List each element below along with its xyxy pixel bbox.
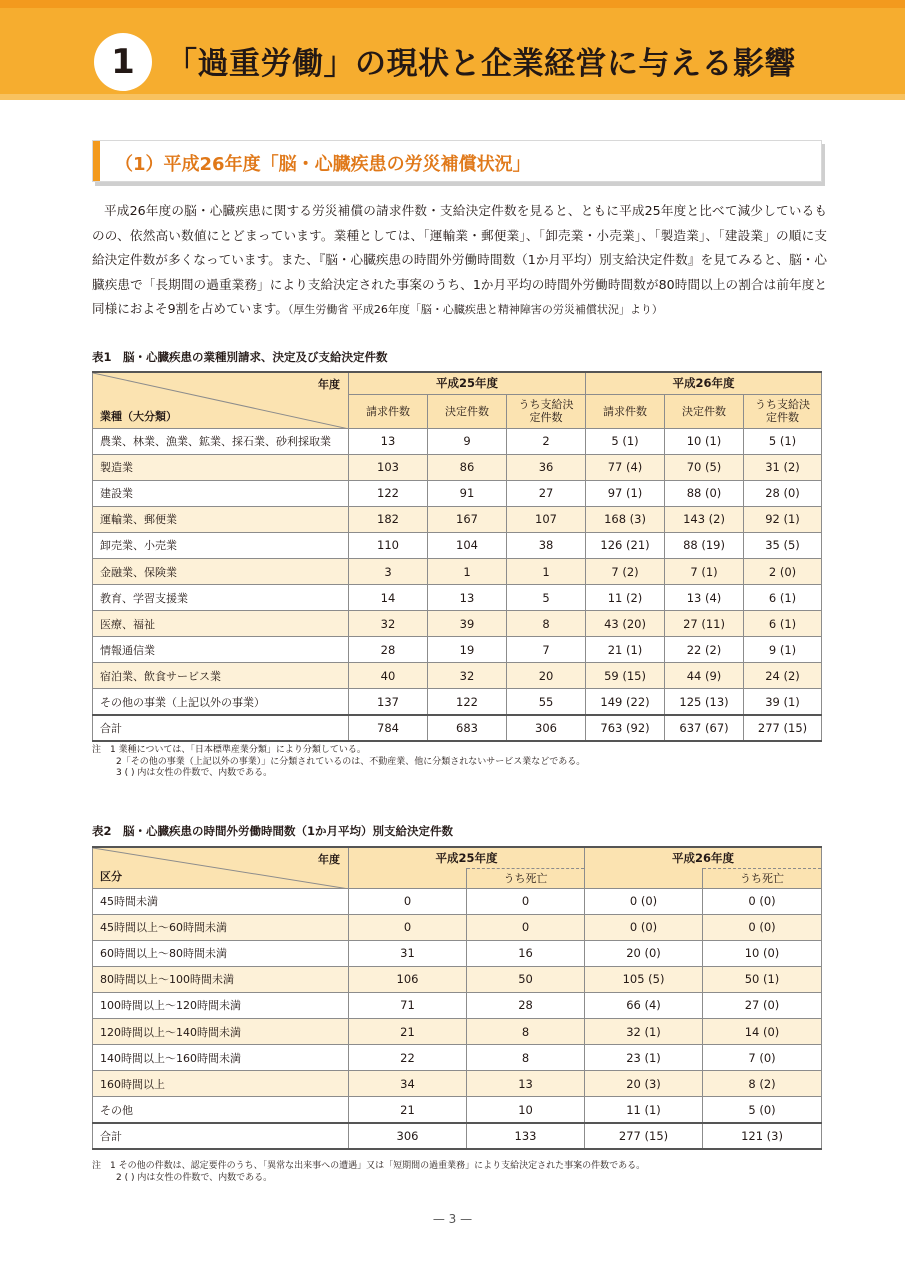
table1-col-claims-h25: 請求件数 [349,394,428,428]
table1-cell: 784 [349,715,428,741]
table1-cell: 91 [428,480,507,506]
table1-cell: 77 (4) [586,454,665,480]
table1-cell: 19 [428,637,507,663]
table2-cell: 0 [349,888,467,914]
table1-cell: 55 [507,689,586,715]
table1-cell: 14 [349,585,428,611]
table2-cell: 8 [467,1045,585,1071]
table2-year-h25: 平成25年度 [349,847,585,868]
table2-cell: 22 [349,1045,467,1071]
table1-cell: 38 [507,532,586,558]
table1-cell: 122 [428,689,507,715]
table2-corner-year: 年度 [318,853,340,866]
table1-cell: 92 (1) [744,506,822,532]
table1-cell: 27 [507,480,586,506]
table2-row [93,1045,822,1071]
table1-row [93,689,822,715]
table2-row [93,1018,822,1044]
table1-row [93,532,822,558]
table2-row-label: 合計 [93,1123,349,1149]
table1-cell: 31 (2) [744,454,822,480]
table1-row [93,428,822,454]
table1-row-label: 建設業 [93,480,349,506]
table2-row [93,1123,822,1149]
table2-cell: 34 [349,1071,467,1097]
table1-cell: 3 [349,558,428,584]
table1-row-label: 製造業 [93,454,349,480]
table2-corner [93,847,349,888]
table2-row [93,940,822,966]
table1-cell: 13 (4) [665,585,744,611]
table1-col-claims-h26: 請求件数 [586,394,665,428]
table1-cell: 763 (92) [586,715,665,741]
table1-cell: 70 (5) [665,454,744,480]
table2-cell: 0 (0) [703,914,822,940]
intro-text: 平成26年度の脳・心臓疾患に関する労災補償の請求件数・支給決定件数を見ると、ともに平成25年度と比べて減少しているものの、依然高い数値にとどまっています。業種としては、「運輸業・郵便業」、「卸売業・小売業」、「製造業」、「建設業」の順に支給決定件数が多くなっています。また、『脳・心臓疾患の時間外労働時間数（1か月平均）別支給決定件数』を見てみると、脳・心臓疾患で「長期間の過重業務」により支給決定された事案のうち、1か月平均の時間外労働時間数が80時間以上の割合は前年度と同様におよそ9割を占めています。 [92,203,827,316]
table1-row [93,585,822,611]
table1-cell: 5 (1) [586,428,665,454]
table2-cell: 10 [467,1097,585,1123]
table2-cell: 5 (0) [703,1097,822,1123]
table2-corner-category: 区分 [100,869,122,883]
table1-row [93,506,822,532]
table1-cell: 6 (1) [744,585,822,611]
table1-row-label: 教育、学習支援業 [93,585,349,611]
table2-cell: 306 [349,1123,467,1149]
table2-col-blank-h25 [349,868,467,888]
table2-note-1: 注 1 その他の件数は、認定要件のうち、「異常な出来事への遭遇」又は「短期間の過重業務」により支給決定された事案の件数である。 [92,1161,646,1171]
table1-cell: 13 [349,428,428,454]
table1-row-label: 卸売業、小売業 [93,532,349,558]
table2-cell: 0 [467,914,585,940]
table1-col-paid-h26: うち支給決定件数 [744,394,822,428]
table2-cell: 0 (0) [703,888,822,914]
table1-cell: 107 [507,506,586,532]
table1-row [93,611,822,637]
table2-cell: 21 [349,1097,467,1123]
table1-cell: 8 [507,611,586,637]
table1-cell: 277 (15) [744,715,822,741]
table1-cell: 137 [349,689,428,715]
table1-cell: 32 [428,663,507,689]
table2-cell: 20 (0) [585,940,703,966]
chapter-number: 1 [94,33,152,91]
table2-caption: 表2 脳・心臓疾患の時間外労働時間数（1か月平均）別支給決定件数 [92,824,453,838]
table1-cell: 20 [507,663,586,689]
table1-cell: 1 [507,558,586,584]
page-number: — 3 — [432,1212,473,1226]
table1-cell: 36 [507,454,586,480]
intro-paragraph [92,199,827,323]
intro-source: （厚生労働省 平成26年度「脳・心臓疾患と精神障害の労災補償状況」より） [287,303,663,316]
table1-cell: 27 (11) [665,611,744,637]
table1-cell: 7 [507,637,586,663]
table1-row [93,454,822,480]
table2-row [93,1071,822,1097]
table1-year-h26: 平成26年度 [586,372,822,394]
table1-row [93,480,822,506]
table1-row [93,715,822,741]
table2-cell: 14 (0) [703,1018,822,1044]
table1-corner [93,372,349,428]
table1-cell: 104 [428,532,507,558]
table2-row [93,914,822,940]
table1-cell: 39 (1) [744,689,822,715]
table2-cell: 105 (5) [585,966,703,992]
table2-col-death-h26: うち死亡 [703,868,822,888]
table2-col-blank-h26 [585,868,703,888]
table1-cell: 2 (0) [744,558,822,584]
table1-cell: 103 [349,454,428,480]
table2-cell: 23 (1) [585,1045,703,1071]
table2-cell: 20 (3) [585,1071,703,1097]
table2-row-label: 140時間以上～160時間未満 [93,1045,349,1071]
table2-row-label: 100時間以上～120時間未満 [93,992,349,1018]
table1-cell: 5 [507,585,586,611]
table2-cell: 0 [467,888,585,914]
table2-row [93,992,822,1018]
section-accent-bar [93,141,100,181]
table2-col-death-h25: うち死亡 [467,868,585,888]
table1-row-label: 宿泊業、飲食サービス業 [93,663,349,689]
table1-cell: 6 (1) [744,611,822,637]
table1-cell: 637 (67) [665,715,744,741]
table1-row [93,663,822,689]
table1-row [93,637,822,663]
table2 [92,846,822,1150]
table1-corner-year: 年度 [318,378,340,391]
table2-cell: 0 [349,914,467,940]
table1-cell: 9 [428,428,507,454]
table1-cell: 7 (2) [586,558,665,584]
table1-cell: 7 (1) [665,558,744,584]
table1-row-label: 運輸業、郵便業 [93,506,349,532]
table2-cell: 7 (0) [703,1045,822,1071]
table2-row-label: その他 [93,1097,349,1123]
table1-row [93,558,822,584]
table1-cell: 39 [428,611,507,637]
table1-cell: 24 (2) [744,663,822,689]
chapter-title: 「過重労働」の現状と企業経営に与える影響 [166,46,796,82]
table1-cell: 28 (0) [744,480,822,506]
table1-cell: 5 (1) [744,428,822,454]
table1-cell: 21 (1) [586,637,665,663]
table1-cell: 306 [507,715,586,741]
table2-corner-diagonal [93,848,349,889]
table2-cell: 11 (1) [585,1097,703,1123]
table2-cell: 8 [467,1018,585,1044]
table2-cell: 8 (2) [703,1071,822,1097]
table2-cell: 21 [349,1018,467,1044]
table2-cell: 31 [349,940,467,966]
table1-row-label: 医療、福祉 [93,611,349,637]
table1-cell: 43 (20) [586,611,665,637]
table1-col-decided-h25: 決定件数 [428,394,507,428]
table1-cell: 1 [428,558,507,584]
table2-row-label: 60時間以上～80時間未満 [93,940,349,966]
table1-cell: 125 (13) [665,689,744,715]
table1-cell: 167 [428,506,507,532]
table1-col-paid-h25: うち支給決定件数 [507,394,586,428]
table1-row-label: 金融業、保険業 [93,558,349,584]
table2-cell: 50 [467,966,585,992]
table2-cell: 106 [349,966,467,992]
table2-cell: 27 (0) [703,992,822,1018]
table1-cell: 11 (2) [586,585,665,611]
table2-row [93,966,822,992]
table1-cell: 149 (22) [586,689,665,715]
table2-row-label: 45時間未満 [93,888,349,914]
table1-cell: 86 [428,454,507,480]
table2-cell: 13 [467,1071,585,1097]
table1-cell: 32 [349,611,428,637]
table2-cell: 0 (0) [585,914,703,940]
table2-cell: 10 (0) [703,940,822,966]
table1-corner-industry: 業種（大分類） [100,409,177,423]
section-title: （1）平成26年度「脳・心臓疾患の労災補償状況」 [115,154,531,175]
table1-cell: 59 (15) [586,663,665,689]
table1-cell: 122 [349,480,428,506]
table1-cell: 126 (21) [586,532,665,558]
table1-note-3: 3 ( ) 内は女性の件数で、内数である。 [116,768,273,778]
table1-year-h25: 平成25年度 [349,372,586,394]
table2-row-label: 160時間以上 [93,1071,349,1097]
table1-cell: 40 [349,663,428,689]
table1-row-label: 情報通信業 [93,637,349,663]
table1-notes [92,745,585,780]
section-heading-box [92,140,822,182]
table2-row [93,1097,822,1123]
table1-cell: 683 [428,715,507,741]
table2-row-label: 80時間以上～100時間未満 [93,966,349,992]
table1-cell: 97 (1) [586,480,665,506]
table2-cell: 28 [467,992,585,1018]
table1-cell: 9 (1) [744,637,822,663]
table1-cell: 10 (1) [665,428,744,454]
table2-cell: 71 [349,992,467,1018]
table1-cell: 22 (2) [665,637,744,663]
table1-cell: 35 (5) [744,532,822,558]
table2-notes [92,1161,645,1184]
table1-cell: 182 [349,506,428,532]
table1-cell: 88 (19) [665,532,744,558]
table1-cell: 2 [507,428,586,454]
table1-cell: 143 (2) [665,506,744,532]
table2-row-label: 45時間以上～60時間未満 [93,914,349,940]
table1-row-label: 農業、林業、漁業、鉱業、採石業、砂利採取業 [93,428,349,454]
table2-cell: 32 (1) [585,1018,703,1044]
table1-cell: 13 [428,585,507,611]
table1-cell: 44 (9) [665,663,744,689]
table2-year-h26: 平成26年度 [585,847,822,868]
header-band [0,0,905,100]
table1-cell: 110 [349,532,428,558]
table2-row-label: 120時間以上～140時間未満 [93,1018,349,1044]
table1 [92,371,822,742]
table1-note-2: 2「その他の事業（上記以外の事業）」に分類されているのは、不動産業、他に分類されないサービス業などである。 [116,756,586,767]
table2-cell: 277 (15) [585,1123,703,1149]
table1-cell: 28 [349,637,428,663]
table2-cell: 16 [467,940,585,966]
table2-cell: 121 (3) [703,1123,822,1149]
table2-row [93,888,822,914]
table1-note-1: 注 1 業種については、「日本標準産業分類」により分類している。 [92,745,366,755]
table2-cell: 0 (0) [585,888,703,914]
table2-cell: 50 (1) [703,966,822,992]
table1-col-decided-h26: 決定件数 [665,394,744,428]
table2-cell: 133 [467,1123,585,1149]
table1-cell: 88 (0) [665,480,744,506]
table1-cell: 168 (3) [586,506,665,532]
table2-cell: 66 (4) [585,992,703,1018]
table1-row-label: その他の事業（上記以外の事業） [93,689,349,715]
table2-note-2: 2 ( ) 内は女性の件数で、内数である。 [116,1172,273,1183]
table1-caption: 表1 脳・心臓疾患の業種別請求、決定及び支給決定件数 [92,350,388,364]
table1-row-label: 合計 [93,715,349,741]
